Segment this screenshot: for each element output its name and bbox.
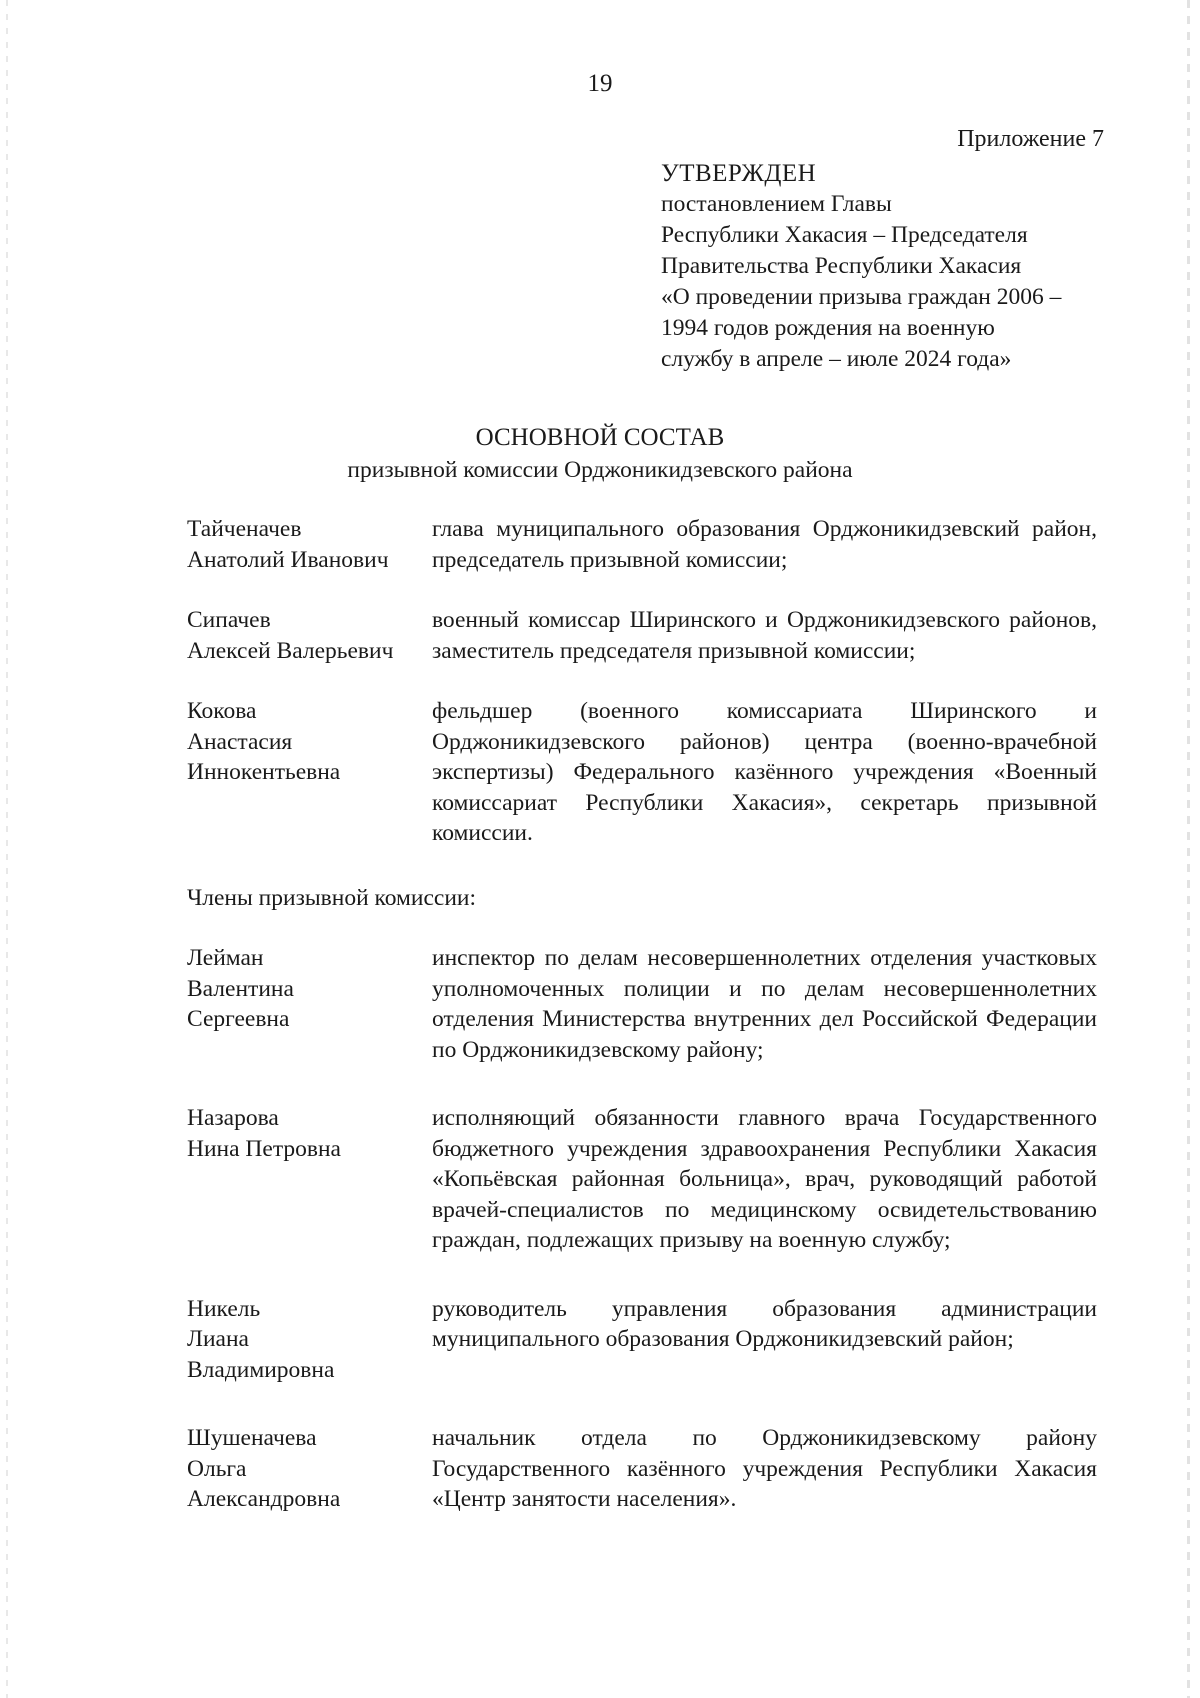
member-role: военный комиссар Ширинского и Орджоникидзевского районов, заместитель председателя призывной комиссии; <box>432 607 1097 664</box>
member-given-name: Ольга <box>187 1455 247 1482</box>
approval-line: «О проведении призыва граждан 2006 – <box>661 284 1062 310</box>
document-title: ОСНОВНОЙ СОСТАВ <box>475 424 725 451</box>
roster-entry-chairman <box>187 514 1097 575</box>
member-given-names: Алексей Валерьевич <box>187 637 394 664</box>
member-name <box>187 1423 432 1515</box>
approval-line: Правительства Республики Хакасия <box>661 253 1022 279</box>
member-role: глава муниципального образования Орджоникидзевский район, председатель призывной комиссии; <box>432 516 1097 573</box>
member-surname: Кокова <box>187 698 257 724</box>
member-name <box>187 696 432 788</box>
roster-entry-member <box>187 1423 1097 1515</box>
member-given-names: Анатолий Иванович <box>187 546 389 573</box>
member-patronymic: Владимировна <box>187 1356 335 1383</box>
member-role: фельдшер (военного комиссариата Ширинского и Орджоникидзевского районов) центра (военно-врачебной экспертизы) Федерального казённого учреждения «Военный комиссариат Республики Хакасия», секретарь призывной комиссии. <box>432 698 1097 846</box>
roster-entry-member <box>187 1294 1097 1386</box>
member-role: исполняющий обязанности главного врача Государственного бюджетного учреждения здравоохранения Республики Хакасия «Копьёвская районная больница», врач, руководящий работой врачей-специалистов по медицинскому освидетельствованию граждан, подлежащих призыву на военную службу; <box>432 1105 1097 1253</box>
approval-line: постановлением Главы <box>661 191 892 217</box>
member-given-names: Нина Петровна <box>187 1135 341 1162</box>
member-surname: Сипачев <box>187 607 271 633</box>
member-given-name: Лиана <box>187 1326 249 1352</box>
member-role: руководитель управления образования администрации муниципального образования Орджоникидзевский район; <box>432 1295 1097 1352</box>
member-given-name: Валентина <box>187 975 294 1002</box>
member-surname: Лейман <box>187 945 264 971</box>
document-subtitle: призывной комиссии Орджоникидзевского района <box>347 457 853 483</box>
scan-edge-left <box>6 0 8 1698</box>
member-name <box>187 943 432 1035</box>
member-role: инспектор по делам несовершеннолетних отделения участковых уполномоченных полиции и по делам несовершеннолетних отделения Министерства внутренних дел Российской Федерации по Орджоникидзевскому району; <box>432 945 1097 1063</box>
page-number: 19 <box>587 70 613 97</box>
approval-line: 1994 годов рождения на военную <box>661 315 995 341</box>
member-name <box>187 514 432 575</box>
members-heading: Члены призывной комиссии: <box>187 884 477 911</box>
member-surname: Шушеначева <box>187 1425 317 1451</box>
roster-entry-deputy-chairman <box>187 605 1097 666</box>
member-name <box>187 1103 432 1164</box>
member-patronymic: Иннокентьевна <box>187 759 341 785</box>
member-patronymic: Александровна <box>187 1486 341 1512</box>
member-surname: Никель <box>187 1295 261 1322</box>
approval-block <box>661 158 1121 375</box>
approval-line: службу в апреле – июле 2024 года» <box>661 346 1012 372</box>
member-name <box>187 1294 432 1386</box>
commission-roster <box>187 514 1097 1515</box>
appendix-label: Приложение 7 <box>957 126 1104 152</box>
member-surname: Назарова <box>187 1105 279 1131</box>
member-given-name: Анастасия <box>187 728 293 755</box>
member-name <box>187 605 432 666</box>
member-surname: Тайченачев <box>187 516 302 542</box>
roster-entry-secretary <box>187 696 1097 849</box>
approval-title: УТВЕРЖДЕН <box>661 160 817 187</box>
roster-entry-member <box>187 1103 1097 1256</box>
roster-entry-member <box>187 943 1097 1065</box>
approval-line: Республики Хакасия – Председателя <box>661 222 1028 248</box>
scan-edge-right <box>1187 0 1190 1698</box>
member-role: начальник отдела по Орджоникидзевскому району Государственного казённого учреждения Республики Хакасия «Центр занятости населения». <box>432 1425 1097 1512</box>
member-patronymic: Сергеевна <box>187 1006 290 1032</box>
